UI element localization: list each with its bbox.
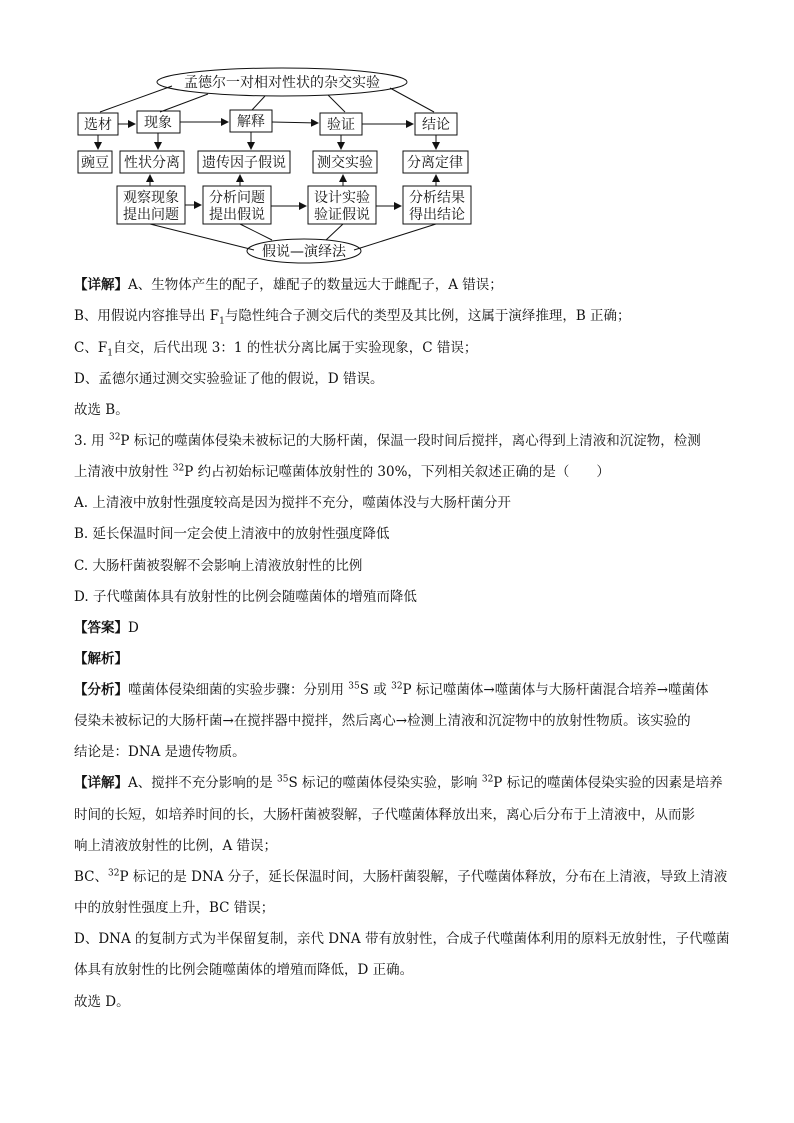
step1-line2: 提出问题 bbox=[123, 207, 179, 223]
diagram-top-label: 孟德尔一对相对性状的杂交实验 bbox=[184, 75, 380, 91]
q3-detail-d-line1: D、DNA 的复制方式为半保留复制，亲代 DNA 带有放射性，合成子代噬菌体利用的原料无放射性，子代噬菌 bbox=[74, 931, 730, 947]
step2-line2: 提出假说 bbox=[209, 207, 265, 223]
q3-stem-line1: 3. 用 $^{32}$P 标记的噬菌体侵染未被标记的大肠杆菌，保温一段时间后搅拌，离心得到上清液和沉淀物，检测 bbox=[74, 432, 701, 449]
q3-analysis-line3: 结论是：DNA 是遗传物质。 bbox=[74, 744, 246, 760]
q3-detail-a-line1: 【详解】A、搅拌不充分影响的是 $^{35}$S 标记的噬菌体侵染实验，影响 $^{32}$P 标记的噬菌体侵染实验的因素是培养 bbox=[74, 774, 723, 791]
step4-line1: 分析结果 bbox=[409, 190, 465, 206]
q2-detail-d: D、孟德尔通过测交实验验证了他的假说，D 错误。 bbox=[74, 371, 384, 387]
node-conclusion: 结论 bbox=[422, 117, 450, 133]
node-explanation: 解释 bbox=[237, 114, 265, 130]
q2-conclusion: 故选 B。 bbox=[74, 402, 129, 418]
q3-detail-bc-line1: BC、$^{32}$P 标记的是 DNA 分子，延长保温时间，大肠杆菌裂解，子代噬菌体释放，分布在上清液，导致上清液 bbox=[74, 868, 728, 885]
q3-analysis-line2: 侵染未被标记的大肠杆菌→在搅拌器中搅拌，然后离心→检测上清液和沉淀物中的放射性物质。该实验的 bbox=[74, 713, 691, 729]
node-hypothesis: 遗传因子假说 bbox=[202, 155, 286, 171]
mendel-flow-diagram bbox=[60, 62, 480, 268]
q3-option-c: C. 大肠杆菌被裂解不会影响上清液放射性的比例 bbox=[74, 558, 363, 574]
node-law: 分离定律 bbox=[407, 155, 463, 171]
node-pea: 豌豆 bbox=[81, 155, 109, 171]
node-testcross: 测交实验 bbox=[317, 155, 373, 171]
step1-line1: 观察现象 bbox=[123, 190, 179, 206]
q3-detail-a-line2: 时间的长短，如培养时间的长，大肠杆菌被裂解，子代噬菌体释放出来，离心后分布于上清液中，从而影 bbox=[74, 807, 695, 823]
q2-detail-a: 【详解】A、生物体产生的配子，雄配子的数量远大于雌配子，A 错误； bbox=[74, 277, 503, 293]
diagram-bottom-label: 假说—演绎法 bbox=[262, 244, 346, 260]
step3-line2: 验证假说 bbox=[314, 207, 370, 223]
node-segregation: 性状分离 bbox=[124, 155, 180, 171]
q3-analysis-heading: 【解析】 bbox=[74, 651, 128, 667]
node-selection: 选材 bbox=[84, 117, 112, 133]
q2-detail-b: B、用假说内容推导出 $F_1$与隐性纯合子测交后代的类型及其比例，这属于演绎推理，B 正确； bbox=[74, 308, 631, 327]
step4-line2: 得出结论 bbox=[409, 207, 465, 223]
q3-option-d: D. 子代噬菌体具有放射性的比例会随噬菌体的增殖而降低 bbox=[74, 589, 417, 605]
q3-stem-line2: 上清液中放射性 $^{32}$P 约占初始标记噬菌体放射性的 30%，下列相关叙述正确的是（ ） bbox=[74, 463, 610, 480]
q2-detail-c: C、$F_1$自交，后代出现 3：1 的性状分离比属于实验现象，C 错误； bbox=[74, 340, 478, 359]
step2-line1: 分析问题 bbox=[209, 190, 265, 206]
q3-option-a: A. 上清液中放射性强度较高是因为搅拌不充分，噬菌体没与大肠杆菌分开 bbox=[74, 495, 511, 511]
q3-option-b: B. 延长保温时间一定会使上清液中的放射性强度降低 bbox=[74, 526, 390, 542]
q3-detail-d-line2: 体具有放射性的比例会随噬菌体的增殖而降低，D 正确。 bbox=[74, 962, 414, 978]
q3-analysis-line1: 【分析】噬菌体侵染细菌的实验步骤：分别用 $^{35}$S 或 $^{32}$P 标记噬菌体→噬菌体与大肠杆菌混合培养→噬菌体 bbox=[74, 681, 709, 698]
q3-detail-bc-line2: 中的放射性强度上升，BC 错误； bbox=[74, 900, 275, 916]
node-phenomenon: 现象 bbox=[144, 115, 172, 131]
step3-line1: 设计实验 bbox=[314, 190, 370, 206]
q3-detail-a-line3: 响上清液放射性的比例，A 错误； bbox=[74, 838, 278, 854]
node-verification: 验证 bbox=[327, 117, 355, 133]
q3-answer: 【答案】D bbox=[74, 620, 139, 636]
q3-conclusion: 故选 D。 bbox=[74, 994, 130, 1010]
